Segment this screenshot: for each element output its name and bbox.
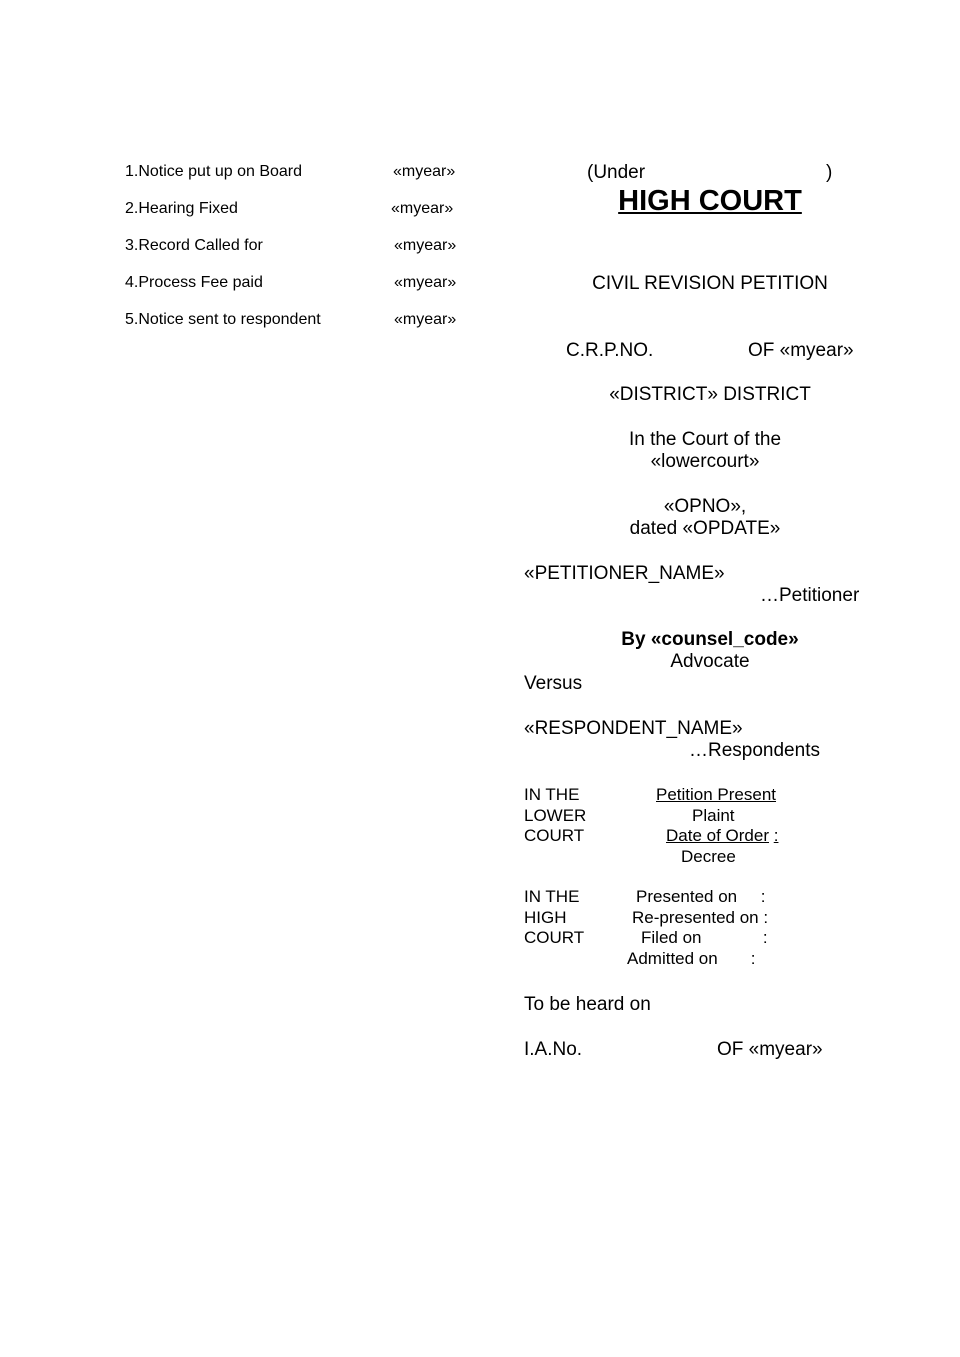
high-court-label-line1: IN THE — [524, 887, 580, 906]
date-of-order-colon: : — [773, 826, 779, 845]
under-open: (Under — [587, 162, 646, 183]
under-close: ) — [826, 162, 833, 183]
note-label-3: 3.Record Called for — [125, 237, 263, 254]
note-value-2: «myear» — [391, 200, 454, 217]
petition-type: CIVIL REVISION PETITION — [592, 273, 828, 294]
high-court-label-line3: COURT — [524, 928, 585, 947]
petitioner-name: «PETITIONER_NAME» — [524, 563, 725, 584]
respondent-role: …Respondents — [689, 740, 820, 761]
represented-on: Re-presented on : — [632, 907, 769, 927]
high-court-label — [524, 887, 584, 949]
ia-number-label: I.A.No. — [524, 1039, 583, 1060]
lower-court-label-line3: COURT — [524, 826, 585, 845]
filed-on: Filed on : — [641, 928, 768, 947]
crp-number-label: C.R.P.NO. — [566, 340, 654, 361]
lower-court-label-line2: LOWER — [524, 805, 587, 825]
note-value-4: «myear» — [394, 274, 457, 291]
op-number: «OPNO», — [663, 496, 747, 517]
lower-court-label-line1: IN THE — [524, 785, 580, 804]
district: «DISTRICT» DISTRICT — [609, 384, 811, 405]
versus-label: Versus — [524, 673, 583, 694]
note-value-3: «myear» — [394, 237, 457, 254]
high-court-label-line2: HIGH — [524, 907, 567, 927]
presented-on: Presented on : — [636, 887, 766, 906]
ia-of-year: OF «myear» — [717, 1039, 823, 1060]
crp-of-year: OF «myear» — [748, 340, 854, 361]
court-title: HIGH COURT — [618, 185, 802, 217]
petitioner-role: …Petitioner — [760, 585, 860, 606]
heard-on: To be heard on — [524, 994, 651, 1015]
note-label-2: 2.Hearing Fixed — [125, 200, 238, 217]
advocate-label: Advocate — [670, 651, 750, 672]
note-label-4: 4.Process Fee paid — [125, 274, 263, 291]
court-of-line1: In the Court of the — [628, 429, 782, 450]
counsel: By «counsel_code» — [621, 629, 799, 650]
note-value-5: «myear» — [394, 311, 457, 328]
lower-court-label — [524, 785, 586, 847]
note-value-1: «myear» — [393, 163, 456, 180]
date-of-order — [666, 826, 778, 847]
admitted-on: Admitted on : — [627, 948, 756, 968]
respondent-name: «RESPONDENT_NAME» — [524, 718, 743, 739]
note-label-5: 5.Notice sent to respondent — [125, 311, 321, 328]
decree-label: Decree — [681, 846, 736, 866]
note-label-1: 1.Notice put up on Board — [125, 163, 303, 180]
plaint-label: Plaint — [692, 805, 735, 825]
petition-present: Petition Present — [656, 785, 777, 804]
court-of-line2: «lowercourt» — [650, 451, 760, 472]
date-of-order-label: Date of Order — [666, 826, 769, 845]
op-date: dated «OPDATE» — [629, 518, 781, 539]
